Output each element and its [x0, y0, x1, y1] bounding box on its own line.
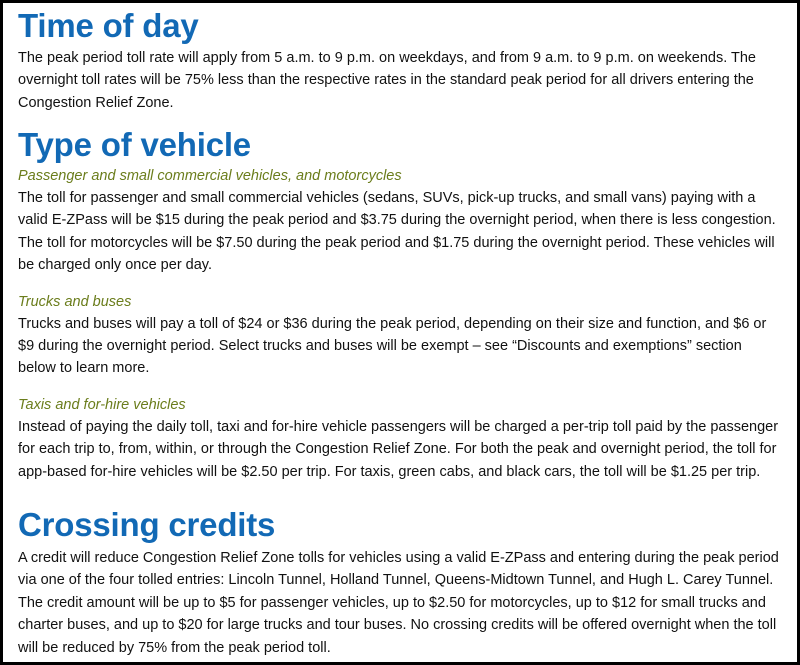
paragraph-taxis-for-hire: Instead of paying the daily toll, taxi and for-hire vehicle passengers will be charged a per-trip toll paid by the passenger for each trip to, from, within, or through the Congestion Relief Zone. For both the peak and overnight period, the toll for app-based for-hire vehicles will be $2.50 per trip. For taxis, green cabs, and black cars, the toll will be $1.25 per trip. [18, 418, 779, 480]
subhead-taxis-for-hire: Taxis and for-hire vehicles [18, 396, 186, 413]
paragraph-time-of-day: The peak period toll rate will apply from 5 a.m. to 9 p.m. on weekdays, and from 9 a.m. to 9 p.m. on weekends. The overnight toll rates will be 75% less than the respective rates in the standard peak period for all drivers entering the Congestion Relief Zone. [18, 50, 756, 111]
subhead-trucks-buses: Trucks and buses [18, 293, 132, 310]
section-title-type-of-vehicle: Type of vehicle [18, 126, 251, 163]
spacer [18, 277, 783, 291]
section-title-time-of-day: Time of day [18, 7, 199, 44]
paragraph-passenger-vehicles: The toll for passenger and small commercial vehicles (sedans, SUVs, pick-up trucks, and small vans) paying with a valid E-ZPass will be $15 during the peak period and $3.75 during the overnight period, when there is less congestion. The toll for motorcycles will be $7.50 during the peak period and $1.75 during the overnight period. These vehicles will be charged only once per day. [18, 190, 776, 274]
section-crossing-credits [18, 507, 783, 659]
subhead-passenger-vehicles: Passenger and small commercial vehicles, and motorcycles [18, 168, 402, 184]
document-page [3, 3, 797, 662]
paragraph-crossing-credits: A credit will reduce Congestion Relief Zone tolls for vehicles using a valid E-ZPass and entering during the peak period via one of the four tolled entries: Lincoln Tunnel, Holland Tunnel, Queens-Midtown Tunnel, and Hugh L. Carey Tunnel. The credit amount will be up to $5 for passenger vehicles, up to $2.50 for motorcycles, up to $12 for small trucks and charter buses, and up to $20 for large trucks and tour buses. No crossing credits will be offered overnight when the toll will be reduced by 75% from the peak period toll. [18, 550, 779, 656]
spacer [18, 380, 783, 394]
section-title-crossing-credits: Crossing credits [18, 506, 276, 543]
paragraph-trucks-buses: Trucks and buses will pay a toll of $24 or $36 during the peak period, depending on their size and function, and $6 or $9 during the overnight period. Select trucks and buses will be exempt – see “Discounts and exemptions” section below to learn more. [18, 315, 767, 377]
section-time-of-day [18, 8, 783, 114]
section-type-of-vehicle [18, 127, 783, 483]
